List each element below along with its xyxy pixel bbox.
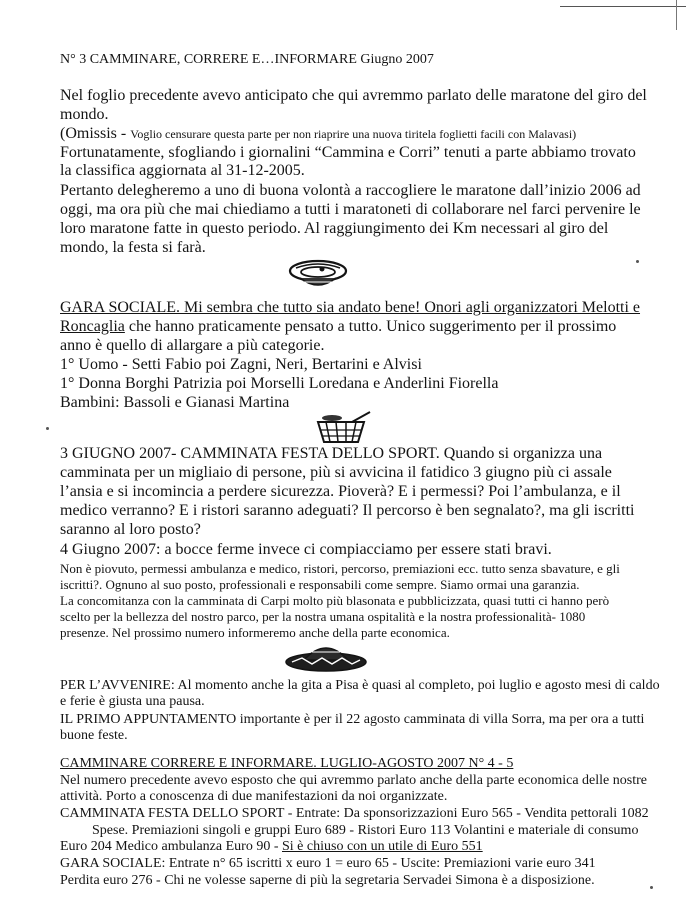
profit-note: Si è chiuso con un utile di Euro 551 bbox=[282, 839, 483, 854]
text-line: la classifica aggiornata al 31-12-2005. bbox=[60, 162, 305, 179]
section-heading: CAMMINARE CORRERE E INFORMARE. LUGLIO-AGOSTO 2007 N° 4 - 5 bbox=[60, 756, 514, 771]
name-underlined: Roncaglia bbox=[60, 318, 125, 335]
text-line: GARA SOCIALE: Entrate n° 65 iscritti x euro 1 = euro 65 - Uscite: Premiazioni varie euro 341 bbox=[60, 856, 596, 871]
text-line: Perdita euro 276 - Chi ne volesse saperne di più la segretaria Servadei Simona è a disposizione. bbox=[60, 873, 595, 888]
text-line: oggi, ma ora più che mai chiediamo a tutti i maratoneti di collaborare nel farci pervenire le bbox=[60, 201, 641, 218]
text-line: camminata per un migliaio di persone, più si avvicina il fatidico 3 giugno più ci assale bbox=[60, 464, 612, 481]
text-line: l’ansia e si incomincia a perdere sicurezza. Pioverà? E i permessi? Poi l’ambulanza, e il bbox=[60, 483, 621, 500]
text-line: iscritti?. Ognuno al suo posto, professionali e responsabili come sempre. Siamo ormai una garanzia. bbox=[60, 577, 580, 592]
text-line: Fortunatamente, sfogliando i giornalini “Cammina e Corri” tenuti a parte abbiamo trovato bbox=[60, 144, 636, 161]
omissis-line bbox=[60, 126, 576, 142]
text-line: loro maratone fatte in questo periodo. Al raggiungimento dei Km necessari al giro del bbox=[60, 220, 609, 237]
text-line: Bambini: Bassoli e Gianasi Martina bbox=[60, 394, 290, 411]
omissis-note: Voglio censurare questa parte per non riaprire una nuova tiritela foglietti facili con Malavasi) bbox=[130, 127, 577, 141]
section-heading: 3 GIUGNO 2007- CAMMINATA FESTA DELLO SPORT. Quando si organizza una bbox=[60, 445, 603, 462]
text-line bbox=[60, 840, 483, 854]
text-line: presenze. Nel prossimo numero informeremo anche della parte economica. bbox=[60, 625, 450, 640]
text-line: 4 Giugno 2007: a bocce ferme invece ci compiacciamo per essere stati bravi. bbox=[60, 541, 552, 558]
text-line: attività. Porto a conoscenza di due manifestazioni da noi organizzate. bbox=[60, 789, 448, 804]
text-line: mondo, la festa si farà. bbox=[60, 239, 206, 256]
sombrero-icon bbox=[282, 640, 370, 674]
text-line: e ferie è giusta una pausa. bbox=[60, 694, 205, 709]
text-line: IL PRIMO APPUNTAMENTO importante è per il 22 agosto camminata di villa Sorra, ma per ora a tutti bbox=[60, 712, 645, 727]
text-line: 1° Uomo - Setti Fabio poi Zagni, Neri, Bertarini e Alvisi bbox=[60, 356, 422, 373]
text-line: Non è piovuto, permessi ambulanza e medico, ristori, percorso, premiazioni ecc. tutto senza sbavature, e gli bbox=[60, 561, 620, 576]
omissis-open: (Omissis - bbox=[60, 125, 131, 142]
text-span: che hanno praticamente pensato a tutto. Unico suggerimento per il prossimo bbox=[124, 318, 617, 335]
text-line: La concomitanza con la camminata di Carpi molto più blasonata e pubblicizzata, quasi tutti ci hanno però bbox=[60, 593, 610, 608]
section-heading: GARA SOCIALE. Mi sembra che tutto sia andato bene! Onori agli organizzatori Melotti e bbox=[60, 299, 641, 316]
text-line bbox=[60, 319, 616, 335]
bowl-icon bbox=[286, 256, 350, 294]
text-line: scelto per la bellezza del nostro parco, per la nostra umana ospitalità e la nostra professionalità- 1080 bbox=[60, 609, 586, 624]
text-line: Pertanto delegheremo a uno di buona volontà a raccogliere le maratone dall’inizio 2006 ad bbox=[60, 182, 641, 199]
page-title: N° 3 CAMMINARE, CORRERE E…INFORMARE Giugno 2007 bbox=[60, 52, 434, 67]
text-span: Euro 204 Medico ambulanza Euro 90 - bbox=[60, 839, 282, 854]
scan-edge-line bbox=[560, 6, 686, 7]
scan-speck bbox=[650, 886, 653, 889]
scan-speck bbox=[636, 260, 639, 263]
text-line: Spese. Premiazioni singoli e gruppi Euro 689 - Ristori Euro 113 Volantini e materiale di consumo bbox=[92, 823, 639, 838]
text-line: 1° Donna Borghi Patrizia poi Morselli Loredana e Anderlini Fiorella bbox=[60, 375, 499, 392]
text-line: saranno al loro posto? bbox=[60, 521, 201, 538]
text-line: mondo. bbox=[60, 106, 109, 123]
basket-icon bbox=[312, 410, 374, 446]
text-line: buone feste. bbox=[60, 728, 128, 743]
section-heading: PER L’AVVENIRE: Al momento anche la gita a Pisa è quasi al completo, poi luglio e agosto mesi di caldo bbox=[60, 678, 660, 693]
text-line: anno è quello di allargare a più categorie. bbox=[60, 337, 325, 354]
scan-edge-line bbox=[676, 0, 677, 30]
text-line: Nel numero precedente avevo esposto che qui avremmo parlato anche della parte economica delle nostre bbox=[60, 773, 647, 788]
text-line: CAMMINATA FESTA DELLO SPORT - Entrate: Da sponsorizzazioni Euro 565 - Vendita pettorali 1082 bbox=[60, 806, 649, 821]
text-line: medico verranno? E i ristori saranno adeguati? Il percorso è ben segnalato?, ma gli iscritti bbox=[60, 502, 635, 519]
text-line: Nel foglio precedente avevo anticipato che qui avremmo parlato delle maratone del giro del bbox=[60, 87, 647, 104]
scan-speck bbox=[46, 427, 49, 430]
